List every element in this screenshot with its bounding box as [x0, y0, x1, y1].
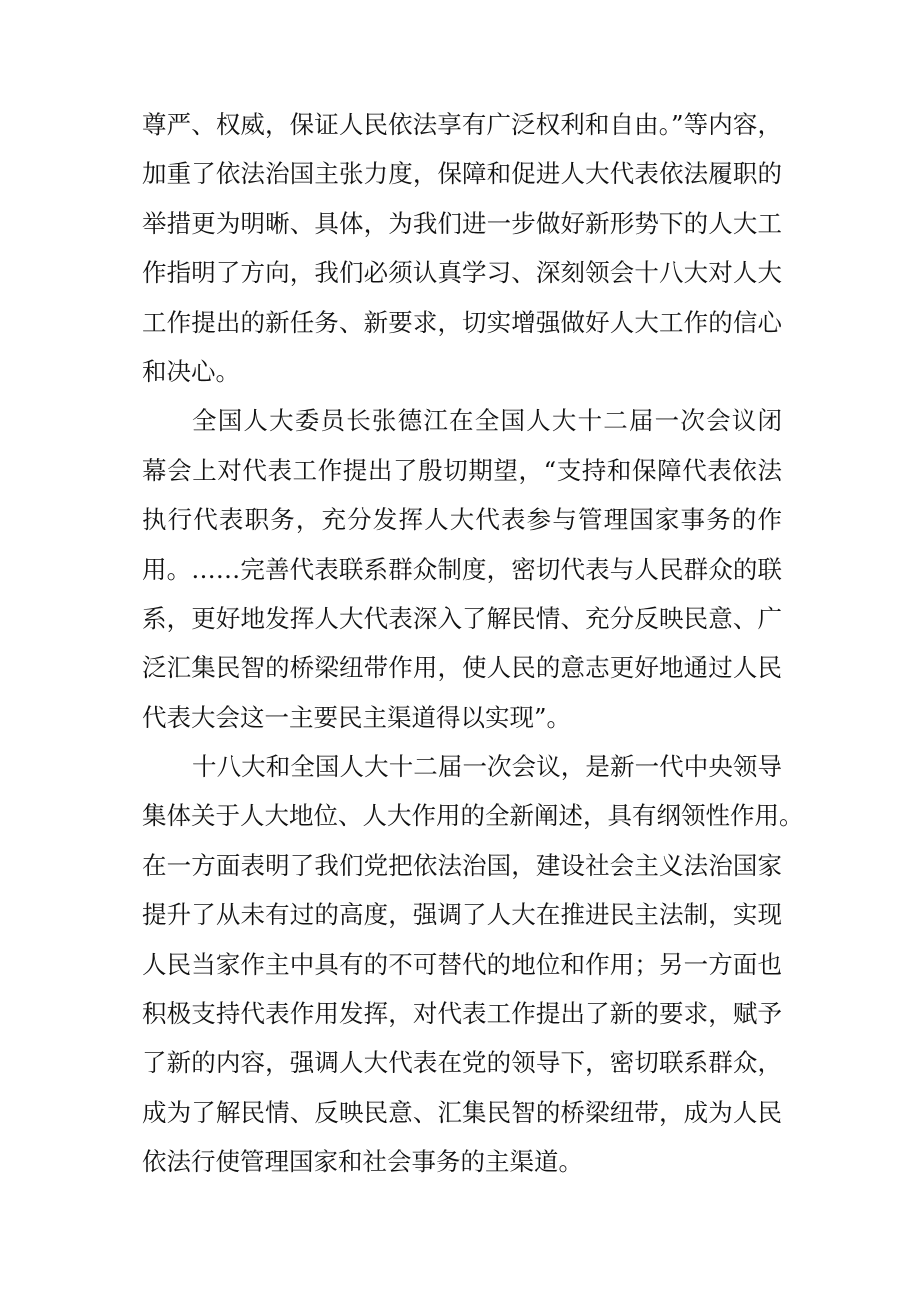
text-line: 依法行使管理国家和社会事务的主渠道。	[142, 1147, 583, 1177]
text-line: 泛汇集民智的桥梁纽带作用，使人民的意志更好地通过人民	[142, 653, 782, 683]
text-line: 执行代表职务，充分发挥人大代表参与管理国家事务的作	[142, 505, 782, 535]
text-line: 代表大会这一主要民主渠道得以实现”。	[142, 702, 572, 732]
paragraph-3	[142, 742, 804, 1187]
text-line: 作指明了方向，我们必须认真学习、深刻领会十八大对人大	[142, 258, 782, 288]
text-line: 工作提出的新任务、新要求，切实增强做好人大工作的信心	[142, 307, 782, 337]
document-page	[142, 100, 804, 1187]
text-line: 幕会上对代表工作提出了殷切期望，“支持和保障代表依法	[142, 455, 782, 485]
paragraph-2	[142, 396, 782, 742]
text-line: 十八大和全国人大十二届一次会议，是新一代中央领导	[192, 752, 782, 782]
text-line: 全国人大委员长张德江在全国人大十二届一次会议闭	[192, 406, 782, 436]
paragraph-1	[142, 100, 782, 396]
text-line: 人民当家作主中具有的不可替代的地位和作用；另一方面也	[142, 949, 782, 979]
text-line: 成为了解民情、反映民意、汇集民智的桥梁纽带，成为人民	[142, 1097, 782, 1127]
text-line: 系，更好地发挥人大代表深入了解民情、充分反映民意、广	[142, 603, 782, 633]
text-line: 积极支持代表作用发挥，对代表工作提出了新的要求，赋予	[142, 999, 782, 1029]
text-line: 尊严、权威，保证人民依法享有广泛权利和自由。”等内容，	[142, 110, 782, 139]
text-line: 加重了依法治国主张力度，保障和促进人大代表依法履职的	[142, 159, 782, 189]
text-line: 用。……完善代表联系群众制度，密切代表与人民群众的联	[142, 554, 782, 584]
text-line: 集体关于人大地位、人大作用的全新阐述，具有纲领性作用。	[142, 801, 804, 831]
text-line: 在一方面表明了我们党把依法治国，建设社会主义法治国家	[142, 850, 782, 880]
text-line: 和决心。	[142, 356, 240, 386]
text-line: 举措更为明晰、具体，为我们进一步做好新形势下的人大工	[142, 208, 782, 238]
text-line: 了新的内容，强调人大代表在党的领导下，密切联系群众，	[142, 1048, 782, 1078]
text-line: 提升了从未有过的高度，强调了人大在推进民主法制，实现	[142, 900, 782, 930]
